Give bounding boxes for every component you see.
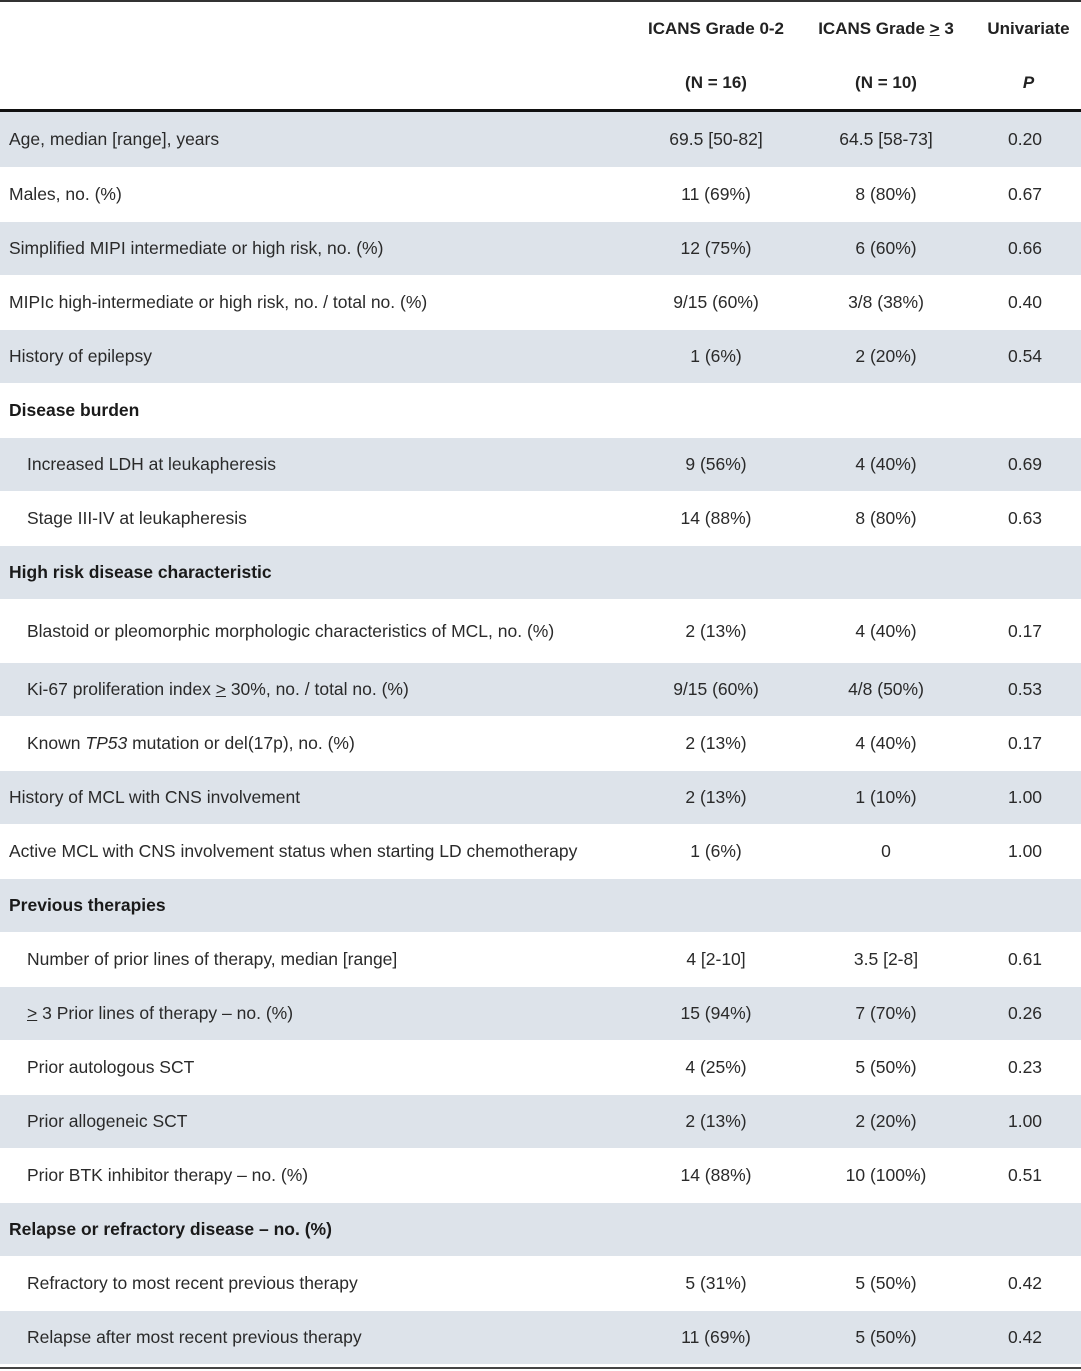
header-col3-title: Univariate [987, 19, 1070, 38]
value-grade-0-2: 1 (6%) [690, 841, 742, 861]
row-label-suffix: mutation or del(17p), no. (%) [127, 733, 355, 753]
table-row [0, 600, 1081, 663]
value-grade-0-2: 9 (56%) [685, 454, 747, 474]
table-body [0, 112, 1081, 1365]
value-grade-3-plus: 8 (80%) [855, 508, 917, 528]
header-icans-grade-0-2 [636, 2, 796, 102]
value-grade-0-2: 2 (13%) [685, 733, 747, 753]
value-p: 0.17 [1007, 620, 1043, 641]
section-title: Relapse or refractory disease – no. (%) [9, 1219, 332, 1239]
row-label: Prior autologous SCT [27, 1057, 195, 1077]
row-label: Age, median [range], years [9, 129, 220, 149]
value-grade-3-plus: 5 (50%) [855, 1057, 917, 1077]
value-grade-3-plus: 4/8 (50%) [848, 679, 924, 699]
value-p: 0.42 [1007, 1273, 1043, 1293]
table-row [0, 168, 1081, 222]
section-title: Disease burden [9, 400, 140, 420]
table-row [0, 330, 1081, 384]
value-grade-0-2: 11 (69%) [681, 1327, 751, 1347]
table-bottom-rule [0, 1367, 1081, 1369]
row-label: Prior allogeneic SCT [27, 1111, 188, 1131]
row-label-prefix: Known [27, 733, 86, 753]
value-p: 1.00 [1007, 1111, 1043, 1131]
value-grade-0-2: 11 (69%) [681, 184, 751, 204]
value-p: 0.53 [1007, 679, 1043, 699]
value-p: 0.26 [1007, 1003, 1043, 1023]
value-p: 0.17 [1007, 733, 1043, 753]
row-label: Increased LDH at leukapheresis [27, 454, 277, 474]
value-p: 0.42 [1007, 1327, 1043, 1347]
value-grade-3-plus: 10 (100%) [845, 1165, 927, 1185]
table-row [0, 717, 1081, 771]
row-label: Simplified MIPI intermediate or high risk, no. (%) [9, 238, 384, 258]
greater-equal-symbol: > [27, 1003, 38, 1023]
value-p: 0.69 [1007, 454, 1043, 474]
table-row [0, 1311, 1081, 1365]
row-label: Active MCL with CNS involvement status when starting LD chemotherapy [9, 841, 578, 861]
value-p: 0.51 [1007, 1165, 1043, 1185]
header-col1-title: ICANS Grade 0-2 [647, 19, 785, 38]
value-grade-3-plus: 4 (40%) [855, 454, 917, 474]
value-grade-0-2: 4 (25%) [685, 1057, 747, 1077]
row-label-prefix: Ki-67 proliferation index [27, 679, 216, 699]
section-header-row [0, 384, 1081, 438]
row-label [27, 717, 355, 770]
row-label: Males, no. (%) [9, 184, 122, 204]
row-label: Prior BTK inhibitor therapy – no. (%) [27, 1165, 309, 1185]
value-grade-0-2: 2 (13%) [685, 620, 747, 641]
table-row [0, 222, 1081, 276]
value-grade-0-2: 9/15 (60%) [673, 292, 759, 312]
greater-equal-symbol: > [215, 679, 226, 699]
header-icans-grade-3-plus [806, 2, 966, 102]
table-header [0, 2, 1081, 109]
value-grade-0-2: 1 (6%) [690, 346, 742, 366]
gene-name: TP53 [85, 733, 128, 753]
value-grade-3-plus: 64.5 [58-73] [839, 129, 933, 149]
value-grade-0-2: 15 (94%) [680, 1003, 752, 1023]
value-grade-0-2: 9/15 (60%) [673, 679, 759, 699]
table-row [0, 663, 1081, 717]
row-label: Relapse after most recent previous therapy [27, 1327, 362, 1347]
row-label: History of epilepsy [9, 346, 152, 366]
value-p: 0.54 [1007, 346, 1043, 366]
value-grade-3-plus: 2 (20%) [855, 1111, 917, 1131]
value-grade-3-plus: 4 (40%) [855, 733, 917, 753]
header-col2-suffix: 3 [939, 19, 954, 38]
section-title: Previous therapies [9, 895, 166, 915]
header-col2-prefix: ICANS Grade [818, 19, 930, 38]
value-p: 0.67 [1007, 184, 1043, 204]
value-grade-0-2: 2 (13%) [685, 1111, 747, 1131]
row-label: MIPIc high-intermediate or high risk, no. / total no. (%) [9, 292, 428, 312]
value-grade-0-2: 69.5 [50-82] [669, 129, 763, 149]
value-grade-3-plus: 4 (40%) [855, 620, 917, 641]
value-grade-3-plus: 3/8 (38%) [848, 292, 924, 312]
value-grade-3-plus: 5 (50%) [855, 1327, 917, 1347]
row-label: Refractory to most recent previous therapy [27, 1273, 358, 1293]
table-row [0, 1257, 1081, 1311]
table-row [0, 825, 1081, 879]
value-grade-0-2: 14 (88%) [680, 508, 752, 528]
table-row [0, 438, 1081, 492]
row-label [27, 987, 293, 1040]
row-label: Number of prior lines of therapy, median [range] [27, 949, 398, 969]
header-col1-count: (N = 16) [685, 73, 747, 92]
value-grade-3-plus: 8 (80%) [855, 184, 917, 204]
value-grade-3-plus: 7 (70%) [855, 1003, 917, 1023]
row-label-suffix: 3 Prior lines of therapy – no. (%) [37, 1003, 294, 1023]
row-label: Stage III-IV at leukapheresis [27, 508, 247, 528]
value-p: 0.23 [1007, 1057, 1043, 1077]
header-col2-count: (N = 10) [855, 73, 917, 92]
value-grade-3-plus: 5 (50%) [855, 1273, 917, 1293]
value-p: 0.63 [1007, 508, 1043, 528]
row-label: Blastoid or pleomorphic morphologic characteristics of MCL, no. (%) [27, 620, 555, 641]
table-row [0, 987, 1081, 1041]
table-row [0, 771, 1081, 825]
value-p: 1.00 [1007, 787, 1043, 807]
table-row [0, 112, 1081, 168]
table-row [0, 492, 1081, 546]
table-row [0, 276, 1081, 330]
row-label [27, 663, 409, 716]
value-grade-0-2: 14 (88%) [680, 1165, 752, 1185]
table-row [0, 1149, 1081, 1203]
header-univariate-p [976, 2, 1081, 102]
value-grade-0-2: 4 [2-10] [686, 949, 746, 969]
row-label-suffix: 30%, no. / total no. (%) [225, 679, 409, 699]
table-row [0, 1095, 1081, 1149]
value-grade-0-2: 5 (31%) [685, 1273, 747, 1293]
row-label: History of MCL with CNS involvement [9, 787, 301, 807]
table-row [0, 1041, 1081, 1095]
value-grade-0-2: 12 (75%) [680, 238, 752, 258]
header-col3-p: P [1022, 73, 1035, 92]
value-p: 0.40 [1007, 292, 1043, 312]
value-grade-3-plus: 6 (60%) [855, 238, 917, 258]
value-p: 0.20 [1007, 129, 1043, 149]
table-row [0, 933, 1081, 987]
value-grade-0-2: 2 (13%) [685, 787, 747, 807]
section-title: High risk disease characteristic [9, 562, 272, 582]
header-col2-title [806, 19, 966, 39]
value-grade-3-plus: 2 (20%) [855, 346, 917, 366]
value-grade-3-plus: 0 [881, 841, 891, 861]
section-header-row [0, 546, 1081, 600]
value-p: 1.00 [1007, 841, 1043, 861]
greater-equal-symbol: > [929, 19, 940, 38]
value-grade-3-plus: 3.5 [2-8] [853, 949, 919, 969]
value-p: 0.66 [1007, 238, 1043, 258]
value-p: 0.61 [1007, 949, 1043, 969]
section-header-row [0, 1203, 1081, 1257]
section-header-row [0, 879, 1081, 933]
value-grade-3-plus: 1 (10%) [855, 787, 917, 807]
